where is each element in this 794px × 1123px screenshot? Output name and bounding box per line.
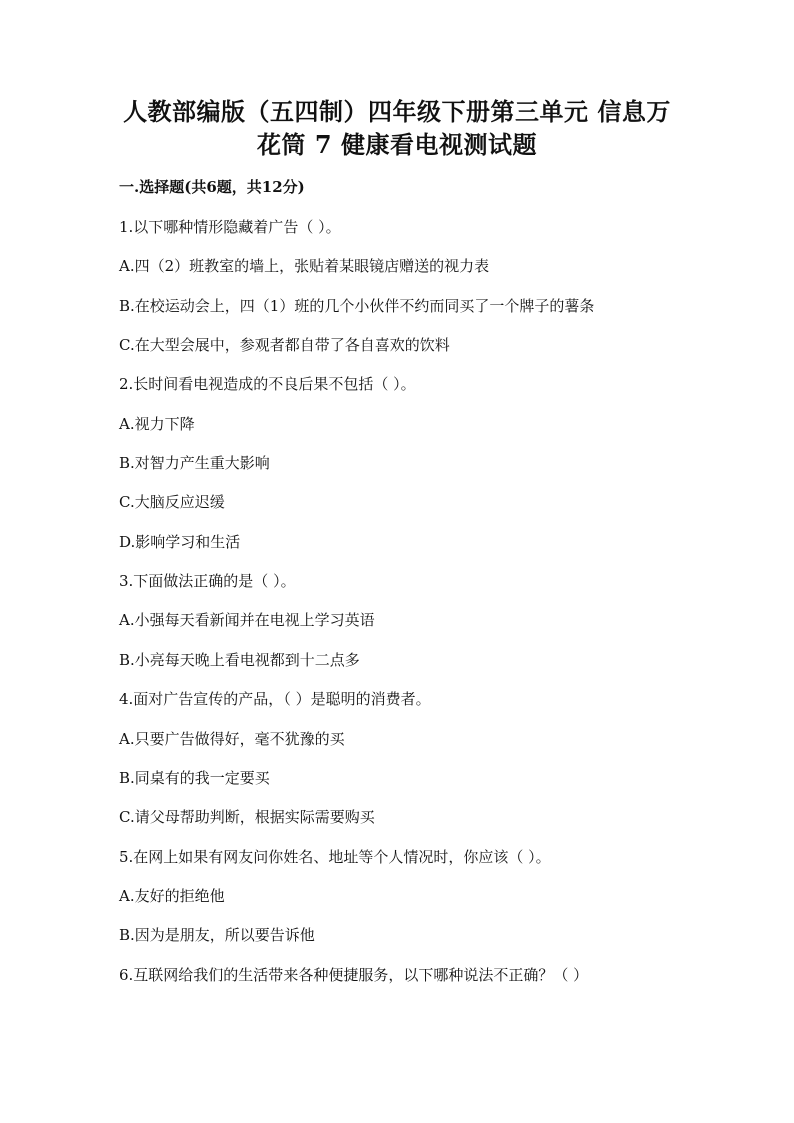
- page-title-line-2: 花筒 7 健康看电视测试题: [257, 130, 537, 159]
- question-1-option-a: A.四（2）班教室的墙上，张贴着某眼镜店赠送的视力表: [119, 257, 490, 275]
- question-1-option-c: C.在大型会展中，参观者都自带了各自喜欢的饮料: [119, 336, 450, 354]
- question-3-stem: 3.下面做法正确的是（ ）。: [119, 572, 296, 590]
- question-5-option-b: B.因为是朋友，所以要告诉他: [119, 926, 315, 944]
- question-5-option-a: A.友好的拒绝他: [119, 887, 225, 905]
- section-heading: 一.选择题(共6题，共12分): [119, 178, 305, 196]
- question-4-option-c: C.请父母帮助判断，根据实际需要购买: [119, 808, 375, 826]
- question-6-stem: 6.互联网给我们的生活带来各种便捷服务，以下哪种说法不正确？（ ）: [119, 966, 589, 984]
- page-title-line-1: 人教部编版（五四制）四年级下册第三单元 信息万: [123, 97, 671, 126]
- question-3-option-a: A.小强每天看新闻并在电视上学习英语: [119, 611, 375, 629]
- question-4-option-b: B.同桌有的我一定要买: [119, 769, 270, 787]
- question-1-stem: 1.以下哪种情形隐藏着广告（ ）。: [119, 218, 341, 236]
- question-2-option-b: B.对智力产生重大影响: [119, 454, 270, 472]
- question-2-option-d: D.影响学习和生活: [119, 533, 241, 551]
- question-4-stem: 4.面对广告宣传的产品，（ ）是聪明的消费者。: [119, 690, 431, 708]
- question-2-stem: 2.长时间看电视造成的不良后果不包括（ ）。: [119, 375, 416, 393]
- question-5-stem: 5.在网上如果有网友问你姓名、地址等个人情况时，你应该（ ）。: [119, 848, 551, 866]
- question-2-option-c: C.大脑反应迟缓: [119, 493, 225, 511]
- question-3-option-b: B.小亮每天晚上看电视都到十二点多: [119, 651, 360, 669]
- question-1-option-b: B.在校运动会上，四（1）班的几个小伙伴不约而同买了一个牌子的薯条: [119, 297, 595, 315]
- question-2-option-a: A.视力下降: [119, 415, 195, 433]
- question-4-option-a: A.只要广告做得好，毫不犹豫的买: [119, 730, 345, 748]
